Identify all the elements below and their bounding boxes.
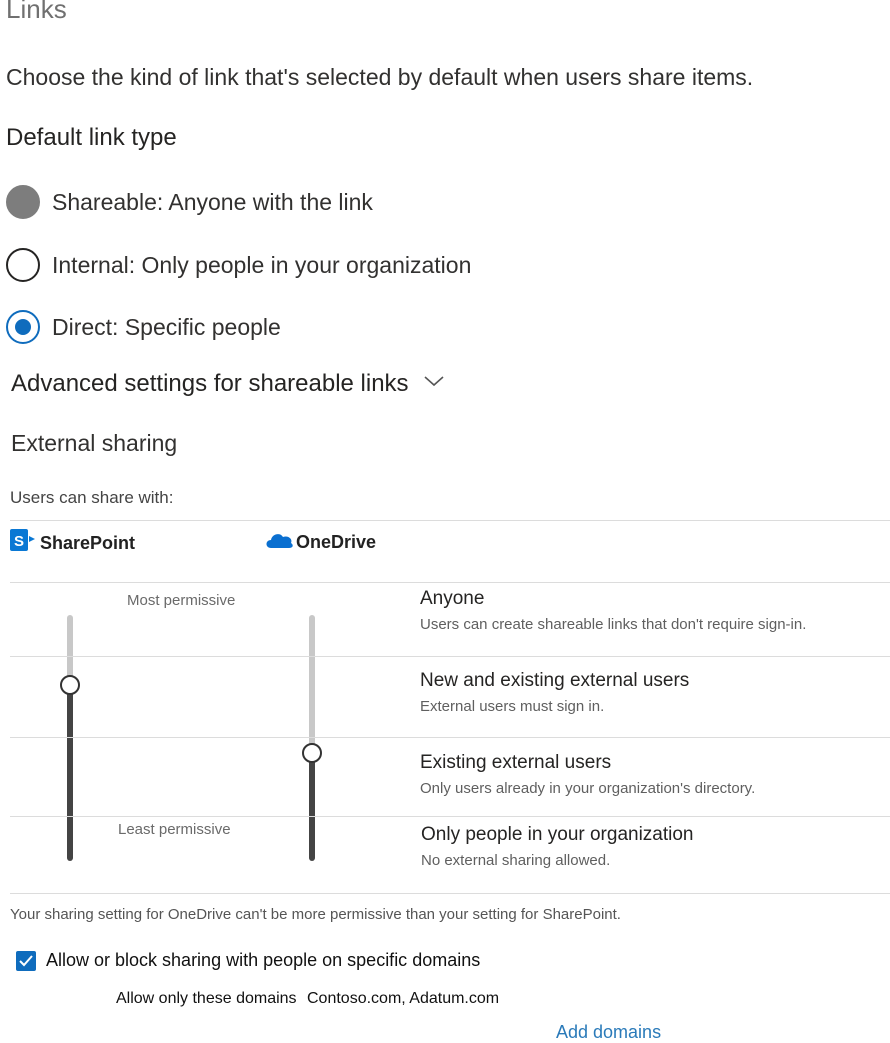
svg-text:S: S [14, 533, 25, 550]
divider [10, 737, 890, 738]
tab-sharepoint[interactable] [10, 528, 135, 559]
least-permissive-label: Least permissive [118, 821, 231, 838]
level-description: Users can create shareable links that don't require sign-in. [420, 616, 807, 633]
level-title: Anyone [420, 588, 485, 609]
level-description: External users must sign in. [420, 698, 605, 715]
allowed-domains [116, 990, 499, 1008]
level-anyone [420, 588, 806, 633]
level-organization-only [421, 824, 694, 869]
advanced-settings-label[interactable]: Advanced settings for shareable links [11, 370, 409, 397]
slider-track-active [309, 753, 315, 861]
slider-track-active [67, 685, 73, 861]
sharepoint-label[interactable]: SharePoint [40, 533, 136, 553]
checkmark-icon [18, 954, 34, 968]
radio-internal[interactable] [6, 248, 40, 282]
divider [10, 893, 890, 894]
onedrive-label[interactable]: OneDrive [296, 532, 377, 552]
onedrive-slider-thumb[interactable] [302, 743, 322, 763]
slider-track-inactive [309, 615, 315, 753]
external-sharing-heading: External sharing [11, 430, 178, 456]
radio-direct[interactable] [6, 310, 40, 344]
domains-mode-label: Allow only these domains [116, 990, 297, 1007]
divider [10, 520, 890, 521]
add-domains-link[interactable]: Add domains [556, 1022, 662, 1042]
tab-onedrive[interactable] [264, 530, 376, 555]
divider [10, 816, 890, 817]
radio-option-shareable [6, 182, 373, 222]
divider [10, 656, 890, 657]
users-can-share-label: Users can share with: [10, 488, 174, 507]
sharepoint-icon [10, 528, 38, 559]
page-title: Links [6, 0, 67, 24]
radio-option-direct[interactable] [6, 307, 281, 347]
domains-checkbox[interactable] [16, 951, 36, 971]
chevron-down-icon[interactable] [423, 367, 445, 395]
level-existing-external [420, 752, 755, 797]
radio-option-internal[interactable] [6, 245, 471, 285]
links-description: Choose the kind of link that's selected by default when users share items. [6, 64, 754, 90]
domains-list: Contoso.com, Adatum.com [307, 990, 500, 1007]
divider [10, 582, 890, 583]
radio-label-shareable: Shareable: Anyone with the link [52, 188, 373, 215]
level-description: No external sharing allowed. [421, 852, 611, 869]
radio-label-direct[interactable]: Direct: Specific people [52, 313, 281, 340]
level-new-existing-external [420, 670, 689, 715]
sharepoint-slider-thumb[interactable] [60, 675, 80, 695]
level-title: Existing external users [420, 752, 612, 773]
default-link-type-heading: Default link type [6, 124, 177, 151]
domains-checkbox-row[interactable] [16, 950, 480, 971]
advanced-settings-toggle[interactable] [11, 370, 445, 398]
most-permissive-label: Most permissive [127, 592, 236, 609]
onedrive-cloud-icon [264, 530, 294, 555]
level-title: Only people in your organization [421, 824, 694, 845]
radio-shareable [6, 185, 40, 219]
domains-checkbox-label[interactable]: Allow or block sharing with people on specific domains [46, 950, 481, 970]
level-description: Only users already in your organization's directory. [420, 780, 756, 797]
level-title: New and existing external users [420, 670, 690, 691]
sharing-note: Your sharing setting for OneDrive can't be more permissive than your setting for SharePoint. [10, 906, 621, 923]
radio-label-internal[interactable]: Internal: Only people in your organization [52, 251, 472, 278]
